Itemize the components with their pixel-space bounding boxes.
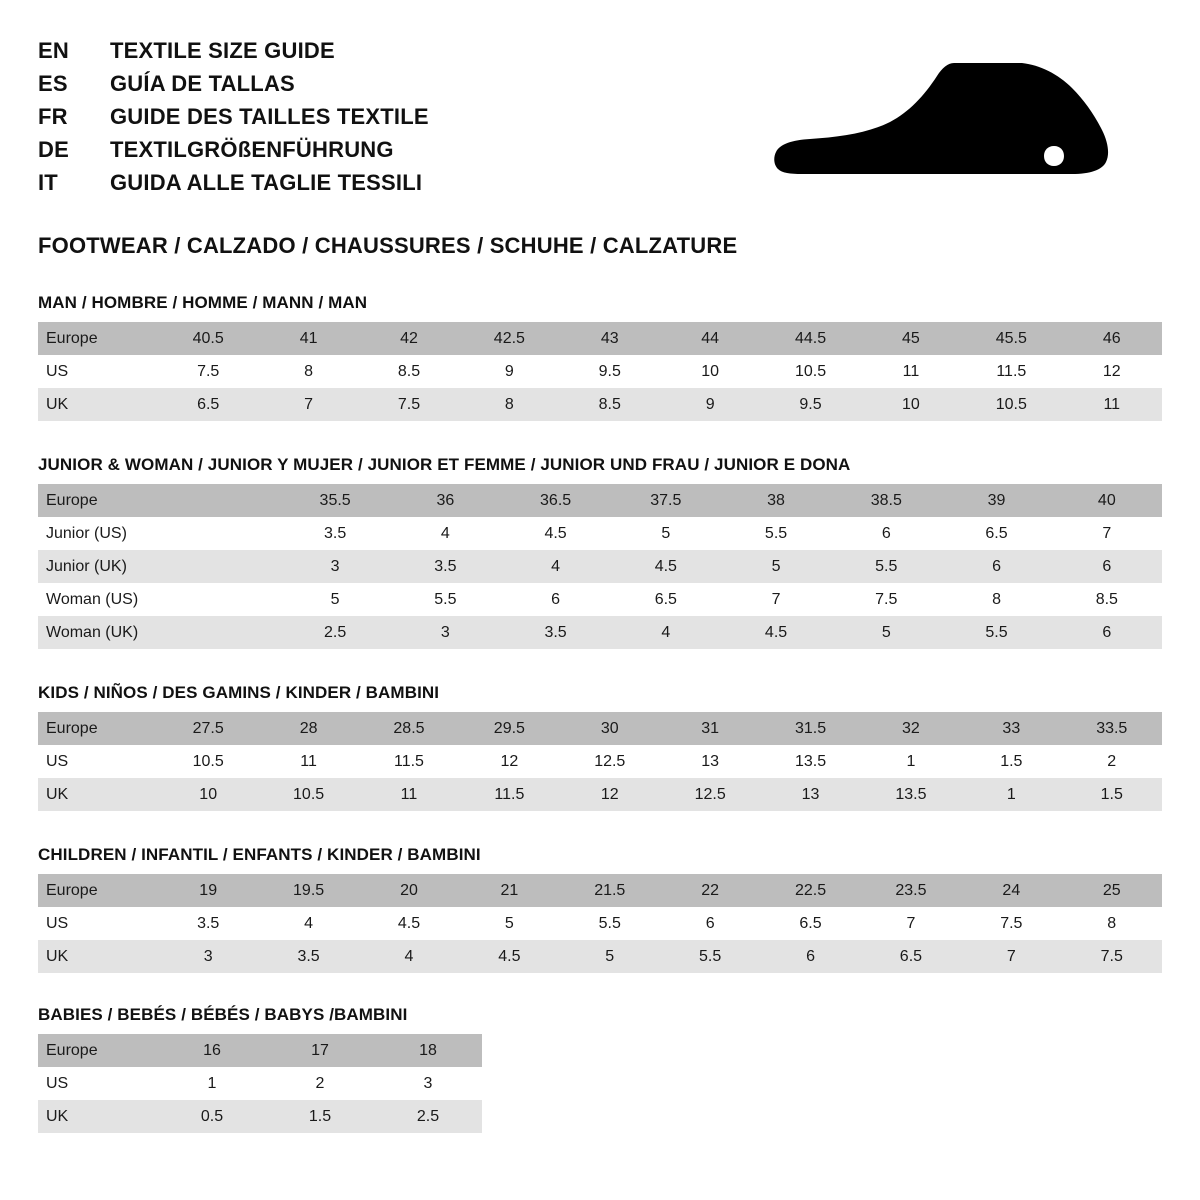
- language-title: GUÍA DE TALLAS: [110, 71, 295, 96]
- row-label: Junior (US): [38, 517, 170, 550]
- size-cell: 5: [831, 616, 941, 649]
- size-cell: 12: [459, 745, 559, 778]
- size-cell: 6: [941, 550, 1051, 583]
- size-cell: 5.5: [660, 940, 760, 973]
- size-cell: 2.5: [280, 616, 390, 649]
- size-cell: 8.5: [560, 388, 660, 421]
- size-cell: 29.5: [459, 712, 559, 745]
- size-cell: 6.5: [158, 388, 258, 421]
- size-cell: 33: [961, 712, 1061, 745]
- size-cell: 10: [861, 388, 961, 421]
- size-cell: 3.5: [390, 550, 500, 583]
- size-cell: 3.5: [280, 517, 390, 550]
- size-cell: 38: [721, 484, 831, 517]
- size-cell: 4.5: [611, 550, 721, 583]
- row-label: Europe: [38, 322, 158, 355]
- size-cell: 30: [560, 712, 660, 745]
- size-cell: 7.5: [831, 583, 941, 616]
- size-cell: 36.5: [500, 484, 610, 517]
- size-cell: 7.5: [359, 388, 459, 421]
- size-cell: 5.5: [941, 616, 1051, 649]
- size-cell: 22: [660, 874, 760, 907]
- section-title: MAN / HOMBRE / HOMME / MANN / MAN: [38, 293, 368, 312]
- size-section: [38, 455, 1162, 649]
- size-cell: 7: [721, 583, 831, 616]
- size-cell: 25: [1062, 874, 1162, 907]
- size-cell: [170, 517, 280, 550]
- size-cell: 2.5: [374, 1100, 482, 1133]
- language-title: TEXTILGRÖßENFÜHRUNG: [110, 137, 394, 162]
- size-cell: 5.5: [560, 907, 660, 940]
- size-table: [38, 874, 1162, 973]
- size-cell: 40.5: [158, 322, 258, 355]
- size-cell: 11.5: [459, 778, 559, 811]
- language-title: TEXTILE SIZE GUIDE: [110, 38, 335, 63]
- size-cell: 9: [459, 355, 559, 388]
- size-cell: 20: [359, 874, 459, 907]
- row-label: US: [38, 1067, 158, 1100]
- language-code: DE: [38, 137, 69, 162]
- size-cell: 6.5: [760, 907, 860, 940]
- size-cell: 28: [258, 712, 358, 745]
- row-label: US: [38, 745, 158, 778]
- table-row: [38, 712, 1162, 745]
- size-cell: 5.5: [831, 550, 941, 583]
- table-row: [38, 778, 1162, 811]
- size-cell: 9.5: [560, 355, 660, 388]
- language-row: [38, 104, 429, 130]
- size-cell: 5: [560, 940, 660, 973]
- language-row: [38, 137, 429, 163]
- size-cell: 41: [258, 322, 358, 355]
- size-cell: 19: [158, 874, 258, 907]
- page-title: FOOTWEAR / CALZADO / CHAUSSURES / SCHUHE / CALZATURE: [38, 233, 738, 258]
- size-cell: [170, 484, 280, 517]
- size-cell: 27.5: [158, 712, 258, 745]
- table-row: [38, 517, 1162, 550]
- size-cell: 28.5: [359, 712, 459, 745]
- size-cell: 23.5: [861, 874, 961, 907]
- size-cell: 1: [961, 778, 1061, 811]
- size-cell: 32: [861, 712, 961, 745]
- language-code: EN: [38, 38, 69, 63]
- language-row: [38, 170, 429, 196]
- size-cell: 6: [1052, 616, 1162, 649]
- size-cell: 5.5: [390, 583, 500, 616]
- row-label: Woman (US): [38, 583, 170, 616]
- size-section: [38, 1005, 1162, 1133]
- table-row: [38, 907, 1162, 940]
- size-cell: 44: [660, 322, 760, 355]
- size-cell: 35.5: [280, 484, 390, 517]
- table-row: [38, 1034, 482, 1067]
- size-cell: 4: [390, 517, 500, 550]
- size-table: [38, 484, 1162, 649]
- size-cell: 2: [266, 1067, 374, 1100]
- language-list: [38, 38, 429, 203]
- size-cell: 12.5: [560, 745, 660, 778]
- size-cell: 46: [1062, 322, 1162, 355]
- section-title: JUNIOR & WOMAN / JUNIOR Y MUJER / JUNIOR ET FEMME / JUNIOR UND FRAU / JUNIOR E DONA: [38, 455, 851, 474]
- size-cell: 11: [359, 778, 459, 811]
- size-cell: 6.5: [941, 517, 1051, 550]
- row-label: Woman (UK): [38, 616, 170, 649]
- size-sections: [38, 293, 1162, 1133]
- table-row: [38, 874, 1162, 907]
- size-cell: 18: [374, 1034, 482, 1067]
- size-cell: 24: [961, 874, 1061, 907]
- size-cell: 7.5: [961, 907, 1061, 940]
- size-cell: 11: [861, 355, 961, 388]
- size-cell: 6.5: [611, 583, 721, 616]
- language-code: ES: [38, 71, 68, 96]
- size-cell: 16: [158, 1034, 266, 1067]
- size-cell: 10: [660, 355, 760, 388]
- size-cell: 4: [500, 550, 610, 583]
- size-section: [38, 683, 1162, 811]
- size-cell: 10.5: [961, 388, 1061, 421]
- size-cell: [170, 550, 280, 583]
- size-section: [38, 845, 1162, 973]
- size-cell: 5: [611, 517, 721, 550]
- language-row: [38, 38, 429, 64]
- table-row: [38, 1067, 482, 1100]
- size-cell: 13: [760, 778, 860, 811]
- size-cell: 31.5: [760, 712, 860, 745]
- size-cell: 6: [760, 940, 860, 973]
- size-cell: 39: [941, 484, 1051, 517]
- size-cell: 31: [660, 712, 760, 745]
- language-row: [38, 71, 429, 97]
- size-table: [38, 322, 1162, 421]
- size-cell: 1: [861, 745, 961, 778]
- size-cell: 21: [459, 874, 559, 907]
- size-cell: 0.5: [158, 1100, 266, 1133]
- size-cell: 8.5: [359, 355, 459, 388]
- size-cell: 8: [1062, 907, 1162, 940]
- table-row: [38, 484, 1162, 517]
- size-cell: 7: [861, 907, 961, 940]
- size-cell: 7.5: [158, 355, 258, 388]
- size-cell: 42.5: [459, 322, 559, 355]
- size-cell: 11.5: [359, 745, 459, 778]
- row-label: Europe: [38, 874, 158, 907]
- table-row: [38, 745, 1162, 778]
- row-label: UK: [38, 1100, 158, 1133]
- size-cell: 3.5: [158, 907, 258, 940]
- language-code: FR: [38, 104, 68, 129]
- row-label: Junior (UK): [38, 550, 170, 583]
- size-cell: 10.5: [158, 745, 258, 778]
- row-label: UK: [38, 388, 158, 421]
- size-cell: 6: [660, 907, 760, 940]
- size-cell: 19.5: [258, 874, 358, 907]
- size-cell: 4: [258, 907, 358, 940]
- size-cell: 33.5: [1062, 712, 1162, 745]
- size-cell: 6: [831, 517, 941, 550]
- size-cell: 10.5: [760, 355, 860, 388]
- size-cell: 5: [459, 907, 559, 940]
- size-cell: 10: [158, 778, 258, 811]
- size-cell: 3.5: [500, 616, 610, 649]
- size-cell: 7.5: [1062, 940, 1162, 973]
- size-cell: 13: [660, 745, 760, 778]
- row-label: US: [38, 907, 158, 940]
- section-title: BABIES / BEBÉS / BÉBÉS / BABYS /BAMBINI: [38, 1005, 408, 1024]
- row-label: Europe: [38, 1034, 158, 1067]
- size-cell: 45: [861, 322, 961, 355]
- size-cell: 22.5: [760, 874, 860, 907]
- size-cell: 2: [1062, 745, 1162, 778]
- table-row: [38, 616, 1162, 649]
- row-label: US: [38, 355, 158, 388]
- size-cell: 10.5: [258, 778, 358, 811]
- size-cell: 9.5: [760, 388, 860, 421]
- size-cell: 7: [961, 940, 1061, 973]
- size-table: [38, 1034, 482, 1133]
- size-cell: [170, 616, 280, 649]
- size-cell: 43: [560, 322, 660, 355]
- size-cell: 45.5: [961, 322, 1061, 355]
- size-cell: 8.5: [1052, 583, 1162, 616]
- row-label: Europe: [38, 712, 158, 745]
- size-cell: 11: [1062, 388, 1162, 421]
- size-cell: 9: [660, 388, 760, 421]
- size-cell: 1.5: [1062, 778, 1162, 811]
- size-cell: 4.5: [721, 616, 831, 649]
- size-cell: 4.5: [500, 517, 610, 550]
- size-cell: 1.5: [961, 745, 1061, 778]
- table-row: [38, 550, 1162, 583]
- row-label: UK: [38, 940, 158, 973]
- table-row: [38, 940, 1162, 973]
- size-section: [38, 293, 1162, 421]
- size-cell: 8: [941, 583, 1051, 616]
- size-cell: 6.5: [861, 940, 961, 973]
- size-cell: 40: [1052, 484, 1162, 517]
- size-cell: 36: [390, 484, 500, 517]
- size-cell: 12: [560, 778, 660, 811]
- size-cell: 3: [374, 1067, 482, 1100]
- size-cell: 3: [390, 616, 500, 649]
- language-code: IT: [38, 170, 58, 195]
- size-cell: 3: [280, 550, 390, 583]
- size-cell: 13.5: [760, 745, 860, 778]
- size-cell: [170, 583, 280, 616]
- page-header: [38, 30, 1162, 203]
- language-title: GUIDE DES TAILLES TEXTILE: [110, 104, 429, 129]
- size-cell: 37.5: [611, 484, 721, 517]
- dress-shoe-icon: [762, 50, 1122, 190]
- size-cell: 12.5: [660, 778, 760, 811]
- size-cell: 11.5: [961, 355, 1061, 388]
- size-cell: 7: [1052, 517, 1162, 550]
- table-row: [38, 388, 1162, 421]
- size-cell: 4: [611, 616, 721, 649]
- size-cell: 42: [359, 322, 459, 355]
- size-cell: 21.5: [560, 874, 660, 907]
- table-row: [38, 583, 1162, 616]
- size-cell: 8: [258, 355, 358, 388]
- size-table: [38, 712, 1162, 811]
- row-label: Europe: [38, 484, 170, 517]
- size-cell: 3: [158, 940, 258, 973]
- size-cell: 1: [158, 1067, 266, 1100]
- size-cell: 17: [266, 1034, 374, 1067]
- size-cell: 8: [459, 388, 559, 421]
- size-cell: 13.5: [861, 778, 961, 811]
- size-cell: 11: [258, 745, 358, 778]
- language-title: GUIDA ALLE TAGLIE TESSILI: [110, 170, 423, 195]
- table-row: [38, 322, 1162, 355]
- size-cell: 7: [258, 388, 358, 421]
- size-cell: 3.5: [258, 940, 358, 973]
- size-cell: 6: [500, 583, 610, 616]
- size-cell: 5: [280, 583, 390, 616]
- size-cell: 4: [359, 940, 459, 973]
- size-cell: 38.5: [831, 484, 941, 517]
- size-cell: 12: [1062, 355, 1162, 388]
- table-row: [38, 1100, 482, 1133]
- section-title: CHILDREN / INFANTIL / ENFANTS / KINDER / BAMBINI: [38, 845, 481, 864]
- size-cell: 6: [1052, 550, 1162, 583]
- size-cell: 5: [721, 550, 831, 583]
- row-label: UK: [38, 778, 158, 811]
- size-cell: 5.5: [721, 517, 831, 550]
- size-cell: 1.5: [266, 1100, 374, 1133]
- table-row: [38, 355, 1162, 388]
- size-cell: 44.5: [760, 322, 860, 355]
- size-cell: 4.5: [459, 940, 559, 973]
- section-title: KIDS / NIÑOS / DES GAMINS / KINDER / BAMBINI: [38, 683, 440, 702]
- size-cell: 4.5: [359, 907, 459, 940]
